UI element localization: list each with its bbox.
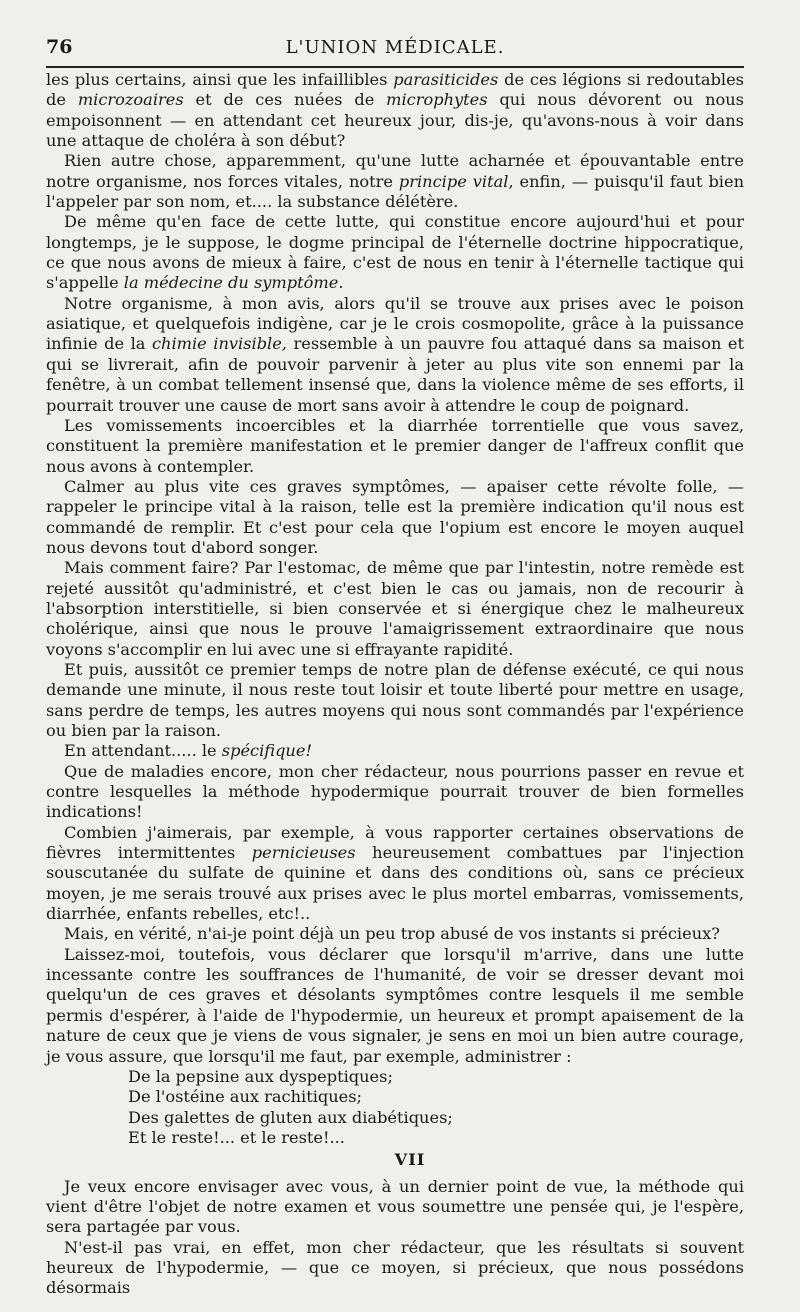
paragraph [46, 294, 744, 416]
italic-term: la médecine du symptôme [123, 273, 339, 293]
text-run: De même qu'en face de cette lutte, qui constitue encore aujourd'hui et pour longtemps, je le suppose, le dogme principal de l'éternelle doctrine hippocratique, ce que nous avons de mieux à faire, c'est de nous en tenir à l'éternelle tactique qui s'appelle [46, 212, 744, 293]
page-number: 76 [46, 36, 73, 58]
article-body [46, 70, 744, 1299]
text-run: Calmer au plus vite ces graves symptômes, — apaiser cette révolte folle, — rappeler le principe vital à la raison, telle est la première indication qu'il nous est commandé de remplir. Et c'est pour cela que l'opium est encore le moyen auquel nous devons tout d'abord songer. [46, 476, 744, 557]
italic-term: microzoaires [77, 90, 184, 110]
paragraph [46, 945, 744, 1067]
page-header [46, 36, 744, 62]
text-run: et de ces nuées de [183, 90, 387, 110]
remedy-list [46, 1067, 744, 1148]
paragraph [46, 741, 744, 761]
text-run: Mais comment faire? Par l'estomac, de même que par l'intestin, notre remède est rejeté aussitôt qu'administré, et c'est bien le cas ou jamais, non de recourir à l'absorption interstitielle, si bien conservée et si énergique chez le malheureux cholérique, ainsi que nous le prouve l'amaigrissement extraordinaire que nous voyons s'accomplir en lui avec une si effrayante rapidité. [46, 558, 744, 659]
paragraph [46, 558, 744, 660]
text-run: Laissez-moi, toutefois, vous déclarer que lorsqu'il m'arrive, dans une lutte incessante contre les souffrances de l'humanité, de voir se dresser devant moi quelqu'un de ces graves et désolants symptômes contre lesquels il me semble permis d'espérer, à l'aide de l'hypodermie, un heureux et prompt apaisement de la nature de ceux que je viens de vous signaler, je sens en moi un bien autre courage, je vous assure, que lorsqu'il me faut, par exemple, administrer : [46, 944, 744, 1066]
text-run: En attendant..... le [64, 741, 222, 761]
text-run: qui nous dévorent ou nous empoisonnent — en attendant cet heureux jour, dis-je, qu'avons-nous à voir dans une attaque de choléra à son début? [46, 90, 744, 151]
running-title: L'UNION MÉDICALE. [285, 37, 505, 58]
text-run: de ces légions si redoutables de [46, 70, 744, 110]
paragraph [46, 762, 744, 823]
paragraph [46, 70, 744, 151]
paragraph [46, 212, 744, 293]
text-run: heureusement combattues par l'injection souscutanée du sulfate de quinine et dans des conditions où, sans ce précieux moyen, je me serais trouvé aux prises avec le plus mortel embarras, vomissements, diarrhée, enfants rebelles, etc!.. [46, 843, 744, 924]
paragraph [46, 151, 744, 212]
italic-term: chimie invisible, [151, 334, 287, 354]
text-run: N'est-il pas vrai, en effet, mon cher rédacteur, que les résultats si souvent heureux de l'hypodermie, — que ce moyen, si précieux, que nous possédons désormais [46, 1237, 744, 1298]
paragraphs-before-list [46, 70, 744, 1067]
list-item: Et le reste!... et le reste!... [128, 1127, 345, 1147]
text-run: Mais, en vérité, n'ai-je point déjà un peu trop abusé de vos instants si précieux? [64, 924, 720, 944]
italic-term: principe vital [398, 171, 509, 191]
list-item: De l'ostéine aux rachitiques; [128, 1087, 363, 1107]
paragraphs-after-section [46, 1177, 744, 1299]
italic-term: microphytes [386, 90, 488, 110]
list-item: De la pepsine aux dyspeptiques; [128, 1066, 393, 1086]
text-run: Je veux encore envisager avec vous, à un dernier point de vue, la méthode qui vient d'être l'objet de notre examen et vous soumettre une pensée qui, je l'espère, sera partagée par vous. [46, 1176, 744, 1237]
italic-term: spécifique! [221, 741, 312, 761]
text-run: Rien autre chose, apparemment, qu'une lutte acharnée et épouvantable entre notre organisme, nos forces vitales, notre [46, 151, 744, 191]
paragraph [46, 477, 744, 558]
text-run: Notre organisme, à mon avis, alors qu'il se trouve aux prises avec le poison asiatique, et quelquefois indigène, car je le crois cosmopolite, grâce à la puissance infinie de la [46, 293, 744, 354]
paragraph [46, 924, 744, 944]
section-number: VII [394, 1150, 426, 1170]
text-run: . [338, 273, 344, 293]
paragraph [46, 660, 744, 741]
text-run: Que de maladies encore, mon cher rédacteur, nous pourrions passer en revue et contre lesquelles la méthode hypodermique pourrait trouver de bien formelles indications! [46, 761, 744, 822]
header-rule [46, 66, 744, 68]
italic-term: parasiticides [393, 70, 499, 89]
text-run: Combien j'aimerais, par exemple, à vous rapporter certaines observations de fièvres intermittentes [46, 822, 744, 863]
paragraph [46, 1177, 744, 1238]
list-item: Des galettes de gluten aux diabétiques; [128, 1107, 453, 1127]
text-run: , enfin, — puisqu'il faut bien l'appeler par son nom, et.... la substance délétère. [46, 171, 744, 212]
text-run: les plus certains, ainsi que les infaillibles [46, 70, 394, 89]
italic-term: pernicieuses [251, 843, 356, 863]
text-run: Et puis, aussitôt ce premier temps de notre plan de défense exécuté, ce qui nous demande une minute, il nous reste tout loisir et toute liberté pour mettre en usage, sans perdre de temps, les autres moyens qui nous sont commandés par l'expérience ou bien par la raison. [46, 659, 744, 740]
text-run: ressemble à un pauvre fou attaqué dans sa maison et qui se livrerait, afin de pouvoir parvenir à jeter au plus vite son ennemi par la fenêtre, à un combat tellement insensé que, dans la violence même de ses efforts, il pourrait trouver une cause de mort sans avoir à attendre le coup de poignard. [46, 334, 744, 415]
paragraph [46, 823, 744, 925]
paragraph [46, 1238, 744, 1299]
text-run: Les vomissements incoercibles et la diarrhée torrentielle que vous savez, constituent la première manifestation et le premier danger de l'affreux conflit que nous avons à contempler. [46, 415, 744, 476]
paragraph [46, 416, 744, 477]
